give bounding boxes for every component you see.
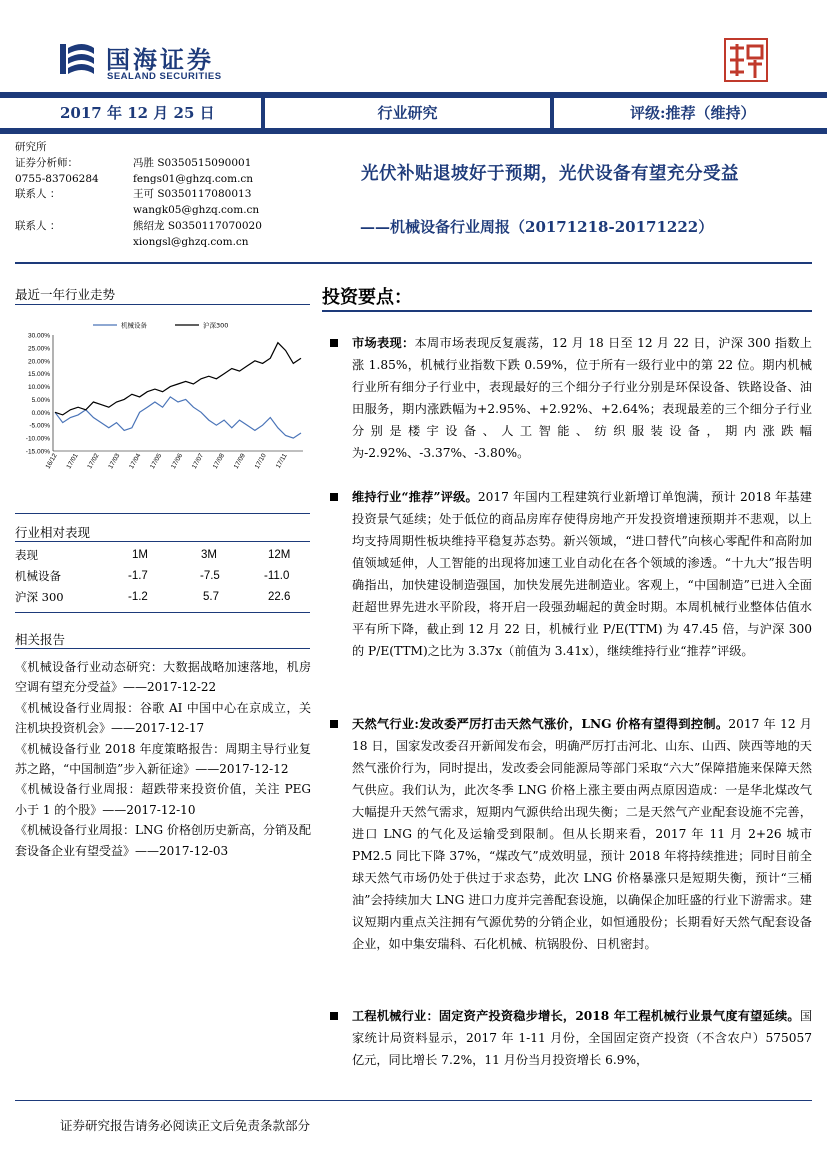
report-header-bar <box>0 92 827 134</box>
x-tick-label: 17/08 <box>211 452 227 471</box>
table-header-row <box>15 545 310 566</box>
x-tick-label: 17/11 <box>274 452 289 470</box>
x-tick-label: 17/07 <box>190 452 206 471</box>
title-block <box>300 160 800 236</box>
table-cell: -7.5 <box>200 570 220 582</box>
report-link[interactable]: 《机械设备行业周报：LNG 价格创历史新高，分销及配套设备企业有望受益》——2017-12-03 <box>15 823 311 858</box>
y-tick-label: 0.00% <box>31 409 50 417</box>
table-row <box>15 587 310 608</box>
analyst-value: 熊绍龙 S0350117070020 <box>133 219 262 232</box>
analyst-label: 证券分析师： <box>15 156 78 169</box>
point-body: 国家统计局资料显示，2017 年 1-11 月份，全国固定资产投资（不含农户）575057 亿元，同比增长 7.2%，11 月份当月投资增长 6.9%， <box>352 1009 812 1067</box>
section-heading-rule <box>322 310 812 312</box>
x-tick-label: 17/05 <box>149 452 164 471</box>
y-tick-label: -15.00% <box>25 448 50 456</box>
brand-name-cn: 国海证券 <box>106 46 214 74</box>
table-cell: 5.7 <box>203 591 219 603</box>
chart-heading: 最近一年行业走势 <box>15 287 116 302</box>
point-lead: 天然气行业:发改委严厉打击天然气涨价，LNG 价格有望得到控制。 <box>352 717 729 731</box>
sealand-logo-icon <box>58 40 98 80</box>
y-tick-label: -10.00% <box>25 435 50 443</box>
y-tick-label: 15.00% <box>27 371 50 379</box>
report-link[interactable]: 《机械设备行业周报：谷歌 AI 中国中心在京成立，关注机块投资机会》——2017-12-17 <box>15 700 311 736</box>
x-tick-label: 17/01 <box>65 452 80 471</box>
perf-heading: 行业相对表现 <box>15 525 91 540</box>
analyst-label: 联系人 ： <box>15 219 61 232</box>
table-cell: -11.0 <box>264 570 290 582</box>
point-lead: 市场表现： <box>352 336 415 350</box>
investment-point <box>330 1005 812 1071</box>
report-link[interactable]: 《机械设备行业动态研究：大数据战略加速落地，机房空调有望充分受益》——2017-12-22 <box>15 660 311 695</box>
investment-point <box>330 332 812 464</box>
chart-series-group <box>55 343 301 438</box>
bullet-icon <box>330 339 338 347</box>
legend-label: 沪深300 <box>203 321 229 330</box>
x-tick-label: 17/04 <box>128 452 143 471</box>
page-subtitle: ——机械设备行业周报（20171218-20171222） <box>360 218 714 236</box>
analyst-value: xiongsl@ghzq.com.cn <box>133 235 249 248</box>
y-tick-label: 30.00% <box>27 332 50 340</box>
section-heading: 投资要点： <box>322 287 412 308</box>
chart-tick-labels <box>26 333 289 471</box>
table-header-cell: 3M <box>201 549 217 561</box>
table-cell: 机械设备 <box>15 569 61 583</box>
analyst-label: 联系人 ： <box>15 188 61 201</box>
table-cell: 沪深 300 <box>15 590 64 604</box>
series-line-1 <box>55 343 301 415</box>
perf-heading-rule <box>15 541 310 542</box>
table-header-cell: 1M <box>132 549 148 561</box>
research-seal-icon <box>724 38 768 82</box>
x-tick-label: 17/06 <box>169 452 185 471</box>
chart-legend <box>93 321 228 330</box>
table-header-cell: 12M <box>268 549 291 561</box>
industry-trend-chart <box>15 318 310 478</box>
table-cell: -1.2 <box>128 591 148 603</box>
report-rating: 评级:推荐（维持） <box>554 98 827 128</box>
bullet-icon <box>330 720 338 728</box>
brand-name-en: SEALAND SECURITIES <box>107 71 222 82</box>
analyst-value: fengs01@ghzq.com.cn <box>133 172 254 185</box>
table-header-cell: 表现 <box>15 548 38 562</box>
point-body: 2017 年国内工程建筑行业新增订单饱满，预计 2018 年基建投资景气延续；处于低位的商品房库存使得房地产开发投资增速预期并不悲观，以上均支持周期性板块维持平稳复苏态势。新兴领域，“进口替代”向核心零配件和高附加值领域延伸，人工智能的出现将加速工业自动化在各个领域的渗透。“十九大”报告明确指出，加快建设制造强国，加快发展先进制造业。客观上，“中国制造”已进入全面赶超世界先进水平阶段，将开启一段强劲崛起的黄金时期。本周机械行业整体估值水平有所下降，截止到 12 月 22 日，机械行业 P/E(TTM) 为 47.45 倍，与沪深 300 的 P/E(TTM)之比为 3.37x（前值为 3.41x），继续维持行业“推荐”评级。 <box>352 490 812 658</box>
x-tick-label: 16/12 <box>44 452 59 471</box>
analyst-label: 0755-83706284 <box>15 172 99 185</box>
report-type: 行业研究 <box>265 98 550 128</box>
analyst-value: 王可 S0350117080013 <box>133 188 252 201</box>
x-tick-label: 17/09 <box>232 452 247 471</box>
footer-divider <box>15 1100 812 1101</box>
point-lead: 维持行业“推荐”评级。 <box>352 490 478 504</box>
chart-axes <box>53 335 303 451</box>
brand-logo <box>58 38 298 88</box>
report-link[interactable]: 《机械设备行业周报：超跌带来投资价值，关注 PEG 小于 1 的个股》——2017-12-10 <box>15 782 311 817</box>
bullet-icon <box>330 1012 338 1020</box>
investment-point <box>330 486 812 662</box>
reports-heading: 相关报告 <box>15 632 66 647</box>
table-row <box>15 566 310 587</box>
bullet-icon <box>330 493 338 501</box>
point-body: 本周市场表现反复震荡，12 月 18 日至 12 月 22 日，沪深 300 指数上涨 1.85%，机械行业指数下跌 0.59%，位于所有一级行业中的第 22 位。期内机械行业所有细分子行业中，表现最好的三个细分子行业分别是环保设备、铁路设备、油田服务，期内涨跌幅为+2.95%、+2.92%、+2.64%；表现最差的三个细分子行业分别是楼宇设备、人工智能、纺织服装设备，期内涨跌幅为-2.92%、-3.37%、-3.80%。 <box>352 336 812 460</box>
section-divider <box>15 612 310 613</box>
y-tick-label: 20.00% <box>27 358 50 366</box>
investment-point <box>330 713 812 955</box>
y-tick-label: -5.00% <box>29 422 50 430</box>
legend-label: 机械设备 <box>121 321 147 330</box>
report-link[interactable]: 《机械设备行业 2018 年度策略报告：周期主导行业复苏之路，“中国制造”步入新征途》——2017-12-12 <box>15 741 311 777</box>
table-cell: 22.6 <box>268 591 291 603</box>
org-label: 研究所 <box>15 141 47 153</box>
chart-heading-rule <box>15 304 310 305</box>
y-tick-label: 25.00% <box>27 345 50 353</box>
page-title: 光伏补贴退坡好于预期，光伏设备有望充分受益 <box>361 164 739 184</box>
x-tick-label: 17/03 <box>107 452 122 471</box>
analyst-value: 冯胜 S0350515090001 <box>133 156 252 169</box>
point-lead: 工程机械行业：固定资产投资稳步增长，2018 年工程机械行业景气度有望延续。 <box>352 1009 800 1023</box>
report-date: 2017 年 12 月 25 日 <box>0 98 261 128</box>
x-tick-label: 17/10 <box>253 452 268 471</box>
section-divider <box>15 513 310 514</box>
footer-disclaimer: 证券研究报告请务必阅读正文后免责条款部分 <box>60 1118 311 1133</box>
x-tick-label: 17/02 <box>86 452 101 471</box>
performance-table <box>15 545 310 608</box>
related-reports <box>15 657 311 861</box>
analyst-value: wangk05@ghzq.com.cn <box>133 204 260 217</box>
point-body: 2017 年 12 月 18 日，国家发改委召开新闻发布会，明确严厉打击河北、山东、山西、陕西等地的天然气涨价行为，同时提出，发改委会同能源局等部门采取“六大”保障措施来保障天然气供应。我们认为，此次冬季 LNG 价格上涨主要由两点原因造成：一是华北煤改气大幅提升天然气需求，短期内气源供给出现失衡；二是天然气产业配套设施不完善，进口 LNG 的气化及运输受到限制。但从长期来看，2017 年 11 月 2+26 城市 PM2.5 同比下降 37%，“煤改气”成效明显，预计 2018 年将持续推进；同时目前全球天然气市场仍处于供过于求态势，此次 LNG 价格暴涨只是短期失衡，预计“三桶油”会持续加大 LNG 进口力度并完善配套设施，以确保企加旺盛的行业下游需求。建议短期内重点关注拥有气源优势的分销企业，如恒通股份；长期看好天然气配套设备企业，如中集安瑞科、石化机械、杭锅股份、日机密封。 <box>352 717 812 951</box>
header-divider <box>15 262 812 264</box>
table-cell: -1.7 <box>128 570 148 582</box>
y-tick-label: 5.00% <box>31 396 50 404</box>
y-tick-label: 10.00% <box>27 384 50 392</box>
reports-heading-rule <box>15 648 310 649</box>
